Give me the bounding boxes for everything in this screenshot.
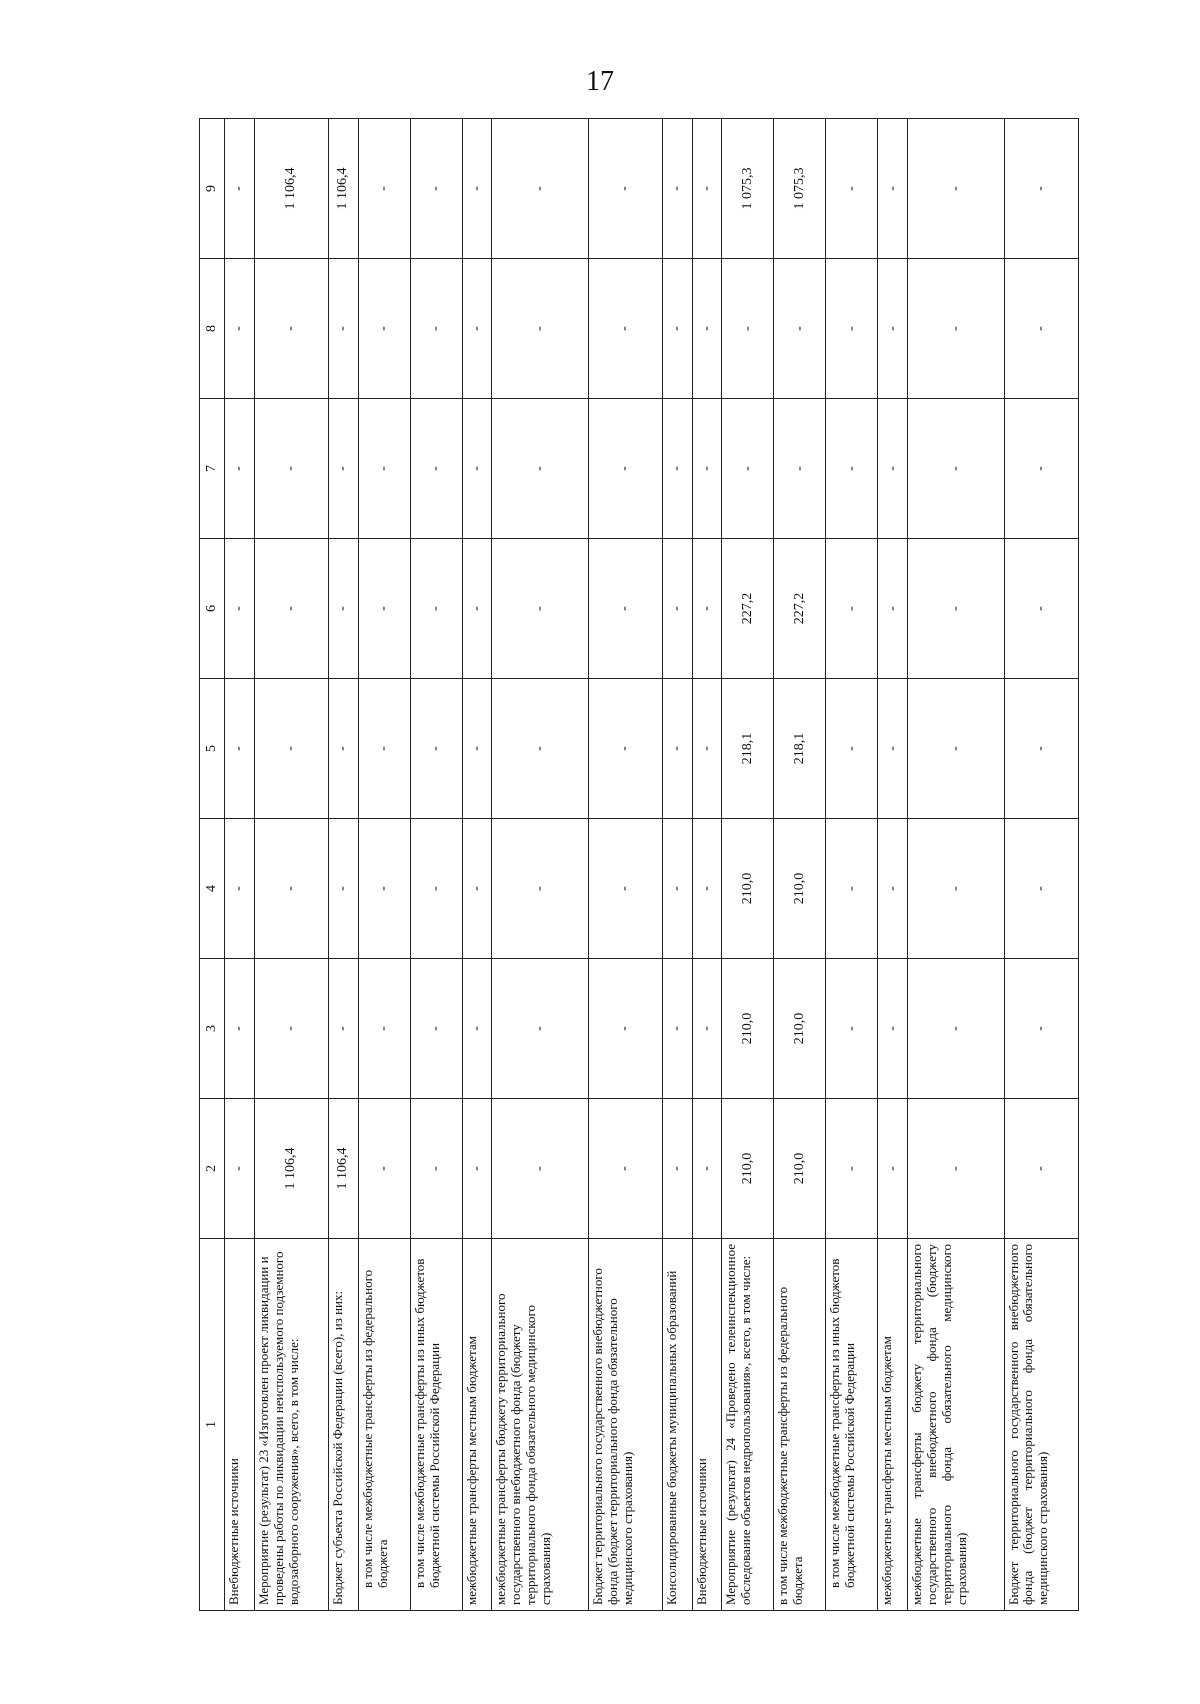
row-value: 1 106,4	[328, 119, 358, 259]
row-description: Бюджет территориального государственного внебюджетного фонда (бюджет территориального фонда обязательного медицинского страхования)	[1004, 1239, 1078, 1611]
row-value: -	[410, 539, 462, 679]
row-value: -	[328, 539, 358, 679]
column-header-3: 3	[200, 959, 225, 1099]
row-value: -	[225, 1099, 255, 1239]
row-value: -	[878, 119, 908, 259]
row-value: -	[663, 539, 693, 679]
row-value: -	[588, 539, 662, 679]
column-header-7: 7	[200, 399, 225, 539]
budget-table-rotated	[199, 118, 1079, 1611]
row-value: -	[908, 819, 1005, 959]
row-value: -	[826, 259, 878, 399]
row-value: -	[410, 259, 462, 399]
row-value: -	[692, 539, 722, 679]
row-value: -	[492, 119, 589, 259]
row-value: -	[225, 959, 255, 1099]
table-row	[878, 119, 908, 1611]
row-value: -	[878, 259, 908, 399]
row-value: -	[225, 119, 255, 259]
row-value: 1 106,4	[254, 1099, 328, 1239]
row-value: -	[1004, 539, 1078, 679]
row-value: -	[358, 259, 410, 399]
table-row	[588, 119, 662, 1611]
table-row	[254, 119, 328, 1611]
row-value: -	[826, 959, 878, 1099]
row-value: -	[358, 119, 410, 259]
row-value: 227,2	[774, 539, 826, 679]
row-value: -	[410, 819, 462, 959]
row-value: -	[492, 679, 589, 819]
row-value: -	[908, 119, 1005, 259]
row-value: -	[328, 679, 358, 819]
row-value: -	[588, 259, 662, 399]
row-value: -	[225, 539, 255, 679]
table-row	[328, 119, 358, 1611]
row-value: -	[225, 679, 255, 819]
header-row	[200, 119, 225, 1611]
row-description: Бюджет территориального государственного внебюджетного фонда (бюджет территориального фонда обязательного медицинского страхования)	[588, 1239, 662, 1611]
row-value: -	[462, 119, 492, 259]
row-value: -	[692, 259, 722, 399]
row-value: -	[692, 819, 722, 959]
row-value: -	[462, 819, 492, 959]
row-value: -	[358, 399, 410, 539]
table-row	[826, 119, 878, 1611]
row-value: -	[588, 1099, 662, 1239]
row-value: 1 075,3	[722, 119, 774, 259]
row-value: -	[908, 539, 1005, 679]
row-value: -	[225, 259, 255, 399]
row-value: -	[410, 959, 462, 1099]
row-value: 210,0	[774, 1099, 826, 1239]
row-value: -	[663, 959, 693, 1099]
row-value: -	[1004, 399, 1078, 539]
row-value: -	[462, 399, 492, 539]
row-value: -	[692, 959, 722, 1099]
budget-table-container	[199, 118, 1079, 1611]
table-row	[358, 119, 410, 1611]
table-row	[774, 119, 826, 1611]
row-value: -	[663, 819, 693, 959]
table-row	[462, 119, 492, 1611]
row-value: -	[588, 399, 662, 539]
row-value: -	[358, 1099, 410, 1239]
row-value: -	[663, 1099, 693, 1239]
table-row	[492, 119, 589, 1611]
row-description: межбюджетные трансферты местным бюджетам	[462, 1239, 492, 1611]
row-value: -	[692, 1099, 722, 1239]
row-value: -	[722, 399, 774, 539]
row-value: -	[1004, 679, 1078, 819]
row-value: -	[826, 539, 878, 679]
row-value: -	[492, 819, 589, 959]
table-row	[663, 119, 693, 1611]
row-value: 1 075,3	[774, 119, 826, 259]
row-description: межбюджетные трансферты бюджету территориального государственного внебюджетного фонда (бюджету территориального фонда обязательного медицинского страхования)	[492, 1239, 589, 1611]
row-value: -	[826, 679, 878, 819]
row-value: -	[826, 399, 878, 539]
column-header-9: 9	[200, 119, 225, 259]
row-value: 210,0	[722, 1099, 774, 1239]
row-value: -	[1004, 959, 1078, 1099]
row-value: 210,0	[722, 819, 774, 959]
row-value: -	[826, 1099, 878, 1239]
row-value: -	[254, 679, 328, 819]
row-value: -	[254, 539, 328, 679]
row-value: -	[254, 959, 328, 1099]
row-value: -	[826, 119, 878, 259]
row-value: -	[663, 119, 693, 259]
row-value: -	[692, 399, 722, 539]
row-value: -	[254, 819, 328, 959]
row-description: в том числе межбюджетные трансферты из федерального бюджета	[774, 1239, 826, 1611]
column-header-1: 1	[200, 1239, 225, 1611]
row-value: -	[410, 119, 462, 259]
row-value: -	[908, 1099, 1005, 1239]
row-value: -	[225, 399, 255, 539]
row-description: Внебюджетные источники	[692, 1239, 722, 1611]
row-value: -	[462, 959, 492, 1099]
row-value: 210,0	[774, 959, 826, 1099]
row-value: -	[225, 819, 255, 959]
row-value: -	[692, 679, 722, 819]
row-value: -	[878, 399, 908, 539]
row-value: -	[492, 1099, 589, 1239]
row-value: -	[328, 819, 358, 959]
row-value: -	[908, 259, 1005, 399]
row-value: 210,0	[722, 959, 774, 1099]
row-description: Бюджет субъекта Российской Федерации (всего), из них:	[328, 1239, 358, 1611]
row-value: -	[328, 959, 358, 1099]
row-value: -	[588, 119, 662, 259]
row-value: -	[774, 259, 826, 399]
row-value: -	[908, 399, 1005, 539]
row-value: -	[492, 259, 589, 399]
row-value: -	[878, 1099, 908, 1239]
row-value: -	[462, 679, 492, 819]
table-row	[410, 119, 462, 1611]
row-description: Мероприятие (результат) 24 «Проведено телеинспекционное обследование объектов недропользования», всего, в том числе:	[722, 1239, 774, 1611]
row-value: -	[328, 399, 358, 539]
row-value: -	[492, 959, 589, 1099]
row-value: -	[878, 819, 908, 959]
row-value: 1 106,4	[254, 119, 328, 259]
row-value: -	[358, 539, 410, 679]
page-number: 17	[586, 66, 614, 97]
row-description: межбюджетные трансферты местным бюджетам	[878, 1239, 908, 1611]
row-value: -	[492, 399, 589, 539]
row-value: -	[1004, 259, 1078, 399]
row-value: -	[588, 679, 662, 819]
row-value: -	[588, 959, 662, 1099]
row-value: -	[826, 819, 878, 959]
column-header-8: 8	[200, 259, 225, 399]
table-body	[225, 119, 1079, 1611]
row-value: -	[254, 259, 328, 399]
row-value: -	[462, 1099, 492, 1239]
row-value: -	[908, 679, 1005, 819]
row-value: -	[358, 819, 410, 959]
row-value: -	[410, 399, 462, 539]
row-value: 218,1	[722, 679, 774, 819]
row-description: в том числе межбюджетные трансферты из федерального бюджета	[358, 1239, 410, 1611]
row-value: -	[722, 259, 774, 399]
table-row	[908, 119, 1005, 1611]
table-row	[692, 119, 722, 1611]
row-value: -	[692, 119, 722, 259]
row-value: 210,0	[774, 819, 826, 959]
row-value: -	[878, 959, 908, 1099]
row-value: 218,1	[774, 679, 826, 819]
row-value: -	[410, 1099, 462, 1239]
row-description: в том числе межбюджетные трансферты из иных бюджетов бюджетной системы Российской Федерации	[410, 1239, 462, 1611]
table-row	[722, 119, 774, 1611]
column-header-2: 2	[200, 1099, 225, 1239]
row-value: -	[462, 259, 492, 399]
row-value: -	[663, 399, 693, 539]
row-value: -	[358, 959, 410, 1099]
budget-table	[199, 118, 1079, 1611]
row-value: -	[1004, 119, 1078, 259]
row-value: -	[328, 259, 358, 399]
row-value: 227,2	[722, 539, 774, 679]
row-value: -	[462, 539, 492, 679]
row-value: -	[1004, 819, 1078, 959]
row-value: -	[588, 819, 662, 959]
row-description: Внебюджетные источники	[225, 1239, 255, 1611]
row-value: 1 106,4	[328, 1099, 358, 1239]
row-value: -	[878, 679, 908, 819]
row-value: -	[878, 539, 908, 679]
row-value: -	[410, 679, 462, 819]
row-description: межбюджетные трансферты бюджету территориального государственного внебюджетного фонда (бюджету территориального фонда обязательного медицинского страхования)	[908, 1239, 1005, 1611]
row-description: в том числе межбюджетные трансферты из иных бюджетов бюджетной системы Российской Федерации	[826, 1239, 878, 1611]
row-value: -	[358, 679, 410, 819]
row-value: -	[1004, 1099, 1078, 1239]
row-value: -	[663, 679, 693, 819]
row-value: -	[774, 399, 826, 539]
row-value: -	[492, 539, 589, 679]
table-row	[1004, 119, 1078, 1611]
row-description: Мероприятие (результат) 23 «Изготовлен проект ликвидации и проведены работы по ликвидации неиспользуемого подземного водозаборного сооружения», всего, в том числе:	[254, 1239, 328, 1611]
column-header-5: 5	[200, 679, 225, 819]
row-value: -	[254, 399, 328, 539]
column-header-4: 4	[200, 819, 225, 959]
column-header-6: 6	[200, 539, 225, 679]
row-description: Консолидированные бюджеты муниципальных образований	[663, 1239, 693, 1611]
row-value: -	[908, 959, 1005, 1099]
table-row	[225, 119, 255, 1611]
row-value: -	[663, 259, 693, 399]
